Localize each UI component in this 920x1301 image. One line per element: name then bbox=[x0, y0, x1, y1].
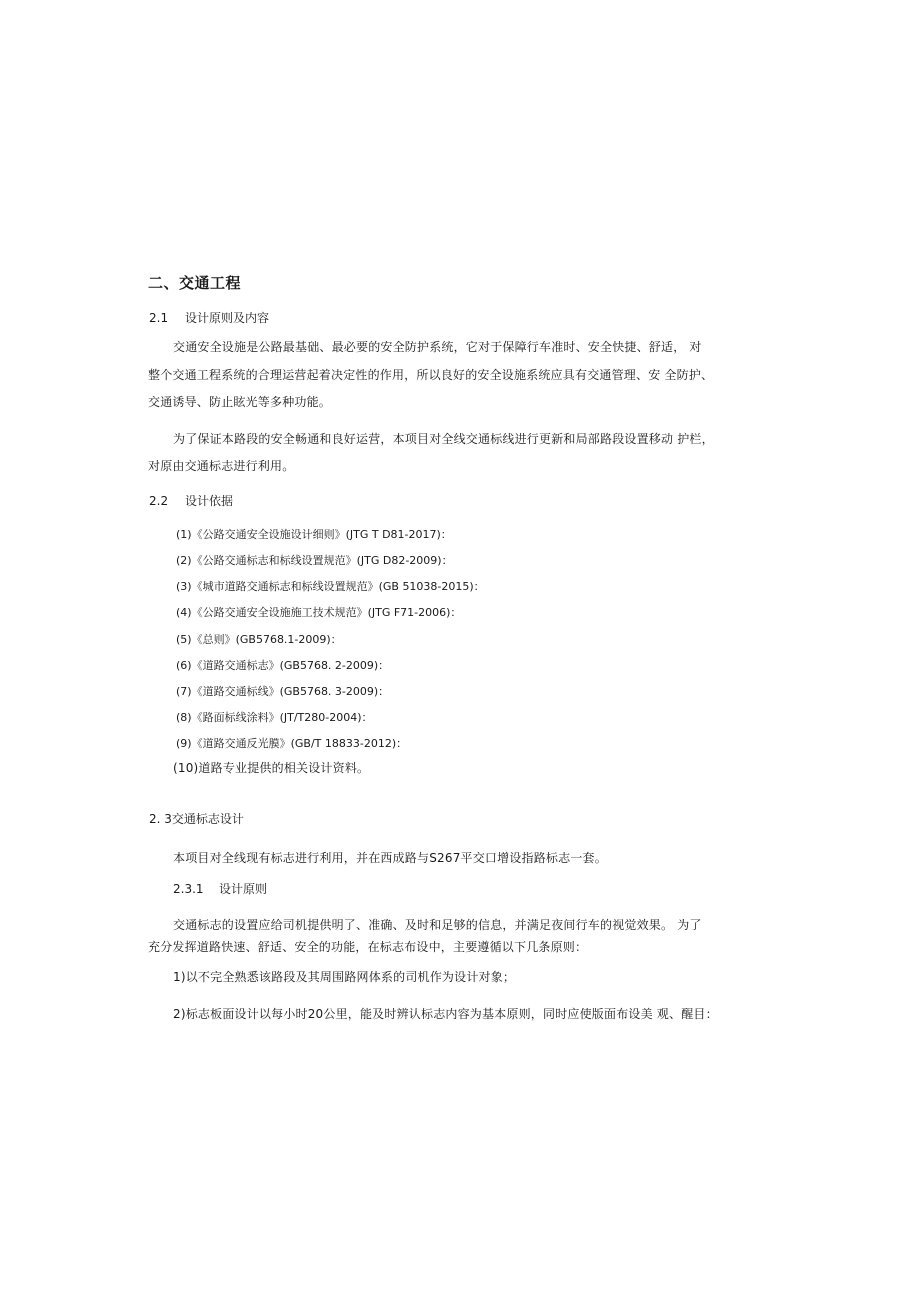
reference-item: (9)《道路交通反光膜》(GB/T 18833-2012)： bbox=[176, 737, 408, 750]
reference-item: (8)《路面标线涂料》(JT/T280-2004)： bbox=[176, 711, 373, 724]
heading-number: 2.1 bbox=[149, 311, 169, 325]
heading-2-3: 2. 3交通标志设计 bbox=[149, 812, 244, 826]
paragraph-line: 本项目对全线现有标志进行利用，并在西成路与S267平交口增设指路标志一套。 bbox=[173, 851, 607, 865]
heading-2-2 bbox=[149, 492, 233, 509]
paragraph-line: 交通安全设施是公路最基础、最必要的安全防护系统，它对于保障行车准时、安全快捷、舒适， 对 bbox=[173, 340, 702, 354]
reference-item: (4)《公路交通安全设施施工技术规范》(JTG F71-2006)： bbox=[176, 606, 462, 619]
list-item: 2)标志板面设计以每小时20公里，能及时辨认标志内容为基本原则，同时应使版面布设美 观、醒目： bbox=[173, 1007, 718, 1021]
section-title: 二、交通工程 bbox=[148, 274, 242, 292]
reference-item: (5)《总则》(GB5768.1-2009)： bbox=[176, 633, 342, 646]
reference-item: (2)《公路交通标志和标线设置规范》(JTG D82-2009)： bbox=[176, 554, 453, 567]
paragraph-line: 为了保证本路段的安全畅通和良好运营，本项目对全线交通标线进行更新和局部路段设置移动 护栏， bbox=[173, 432, 714, 446]
heading-text: 设计依据 bbox=[185, 494, 234, 508]
paragraph-line: 充分发挥道路快速、舒适、安全的功能，在标志布设中，主要遵循以下几条原则： bbox=[148, 940, 588, 954]
reference-item: (7)《道路交通标线》(GB5768. 3-2009)： bbox=[176, 685, 390, 698]
paragraph-line: 交通诱导、防止眩光等多种功能。 bbox=[148, 395, 332, 409]
reference-item: (6)《道路交通标志》(GB5768. 2-2009)： bbox=[176, 659, 390, 672]
heading-number: 2.2 bbox=[149, 494, 169, 508]
list-item: 1)以不完全熟悉该路段及其周围路网体系的司机作为设计对象； bbox=[173, 970, 516, 984]
heading-2-3-1 bbox=[173, 880, 267, 897]
heading-number: 2.3.1 bbox=[173, 882, 204, 896]
paragraph-line: 交通标志的设置应给司机提供明了、准确、及时和足够的信息，并满足夜间行车的视觉效果。 为了 bbox=[173, 918, 702, 932]
reference-item: (3)《城市道路交通标志和标线设置规范》(GB 51038-2015)： bbox=[176, 580, 485, 593]
paragraph-line: 对原由交通标志进行利用。 bbox=[148, 459, 295, 473]
heading-text: 设计原则及内容 bbox=[185, 311, 270, 325]
paragraph-line: 整个交通工程系统的合理运营起着决定性的作用，所以良好的安全设施系统应具有交通管理、安 全防护、 bbox=[148, 368, 714, 382]
reference-item: (1)《公路交通安全设施设计细则》(JTG T D81-2017)： bbox=[176, 528, 452, 541]
heading-2-1 bbox=[149, 309, 269, 326]
reference-item: (10)道路专业提供的相关设计资料。 bbox=[173, 761, 370, 775]
heading-text: 设计原则 bbox=[219, 882, 268, 896]
